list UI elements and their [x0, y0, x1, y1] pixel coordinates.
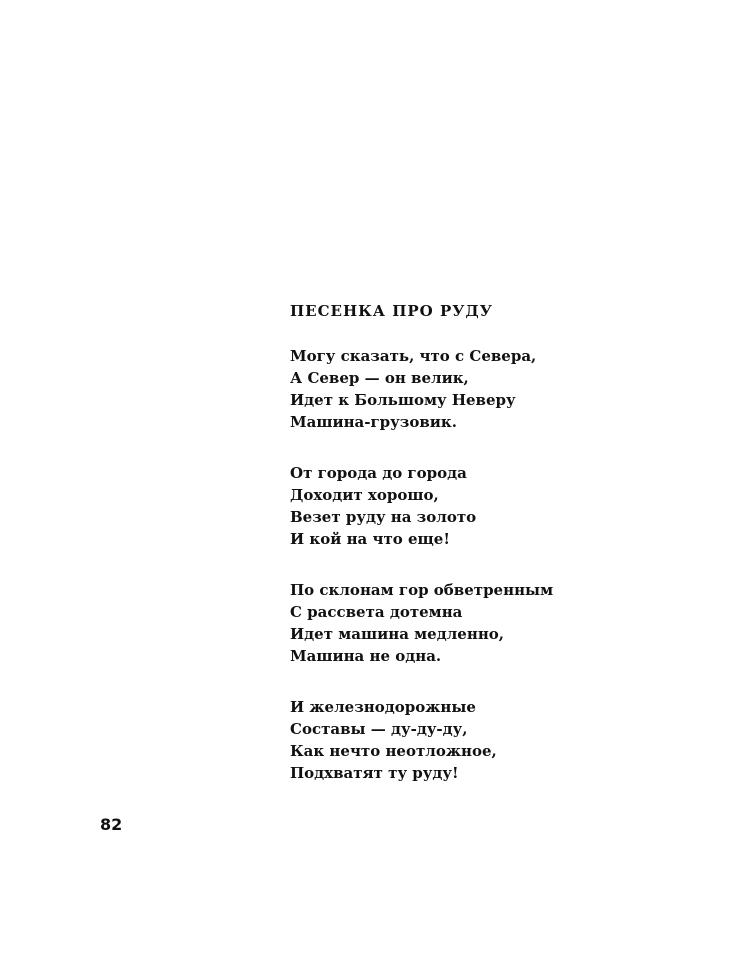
poem-line: Машина не одна. [290, 647, 442, 665]
poem-title: ПЕСЕНКА ПРО РУДУ [290, 302, 493, 320]
poem [290, 301, 690, 813]
poem-line: Везет руду на золото [290, 508, 477, 526]
stanza-1 [290, 345, 690, 433]
poem-line: Подхватят ту руду! [290, 764, 459, 782]
poem-line: От города до города [290, 464, 467, 482]
poem-line: А Север — он велик, [290, 369, 469, 387]
poem-line: Идет машина медленно, [290, 625, 505, 643]
stanza-4 [290, 696, 690, 784]
poem-line: Как нечто неотложное, [290, 742, 497, 760]
poem-line: И кой на что еще! [290, 530, 450, 548]
poem-line: Идет к Большому Неверу [290, 391, 516, 409]
stanza-3 [290, 579, 690, 667]
poem-line: И железнодорожные [290, 698, 476, 716]
poem-line: С рассвета дотемна [290, 603, 463, 621]
stanza-2 [290, 462, 690, 550]
poem-line: Могу сказать, что с Севера, [290, 347, 537, 365]
poem-line: По склонам гор обветренным [290, 581, 554, 599]
poem-line: Машина-грузовик. [290, 413, 457, 431]
poem-line: Составы — ду-ду-ду, [290, 720, 468, 738]
page-number: 82 [100, 815, 123, 834]
poem-line: Доходит хорошо, [290, 486, 439, 504]
